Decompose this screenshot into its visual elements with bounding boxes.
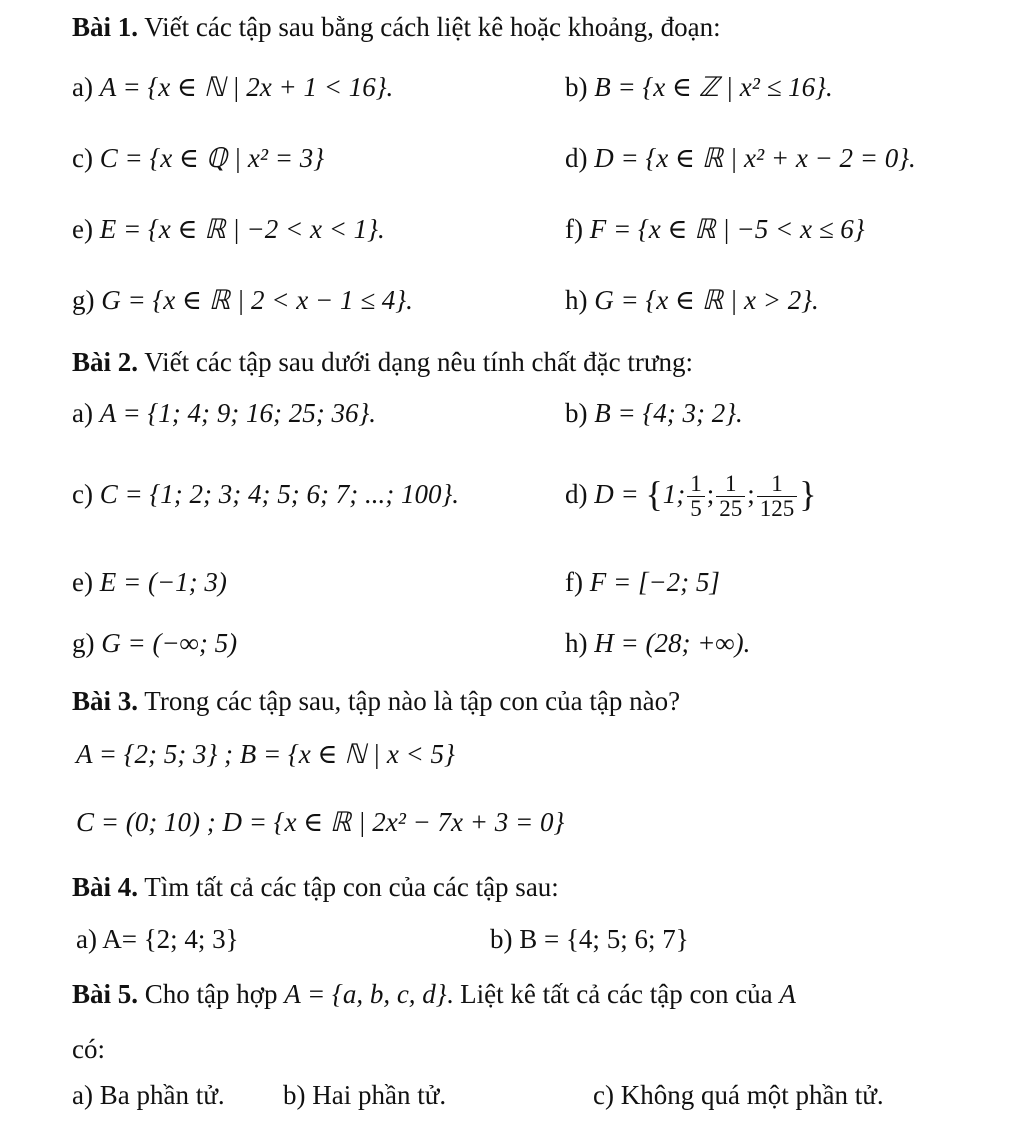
bai2-prompt: Viết các tập sau dưới dạng nêu tính chất đặc trưng: <box>144 347 694 377</box>
continuation-text: có: <box>72 1034 105 1064</box>
bai2-title <box>72 345 693 379</box>
bai3-heading: Bài 3. <box>72 686 139 716</box>
fraction <box>757 472 798 521</box>
bai1-heading: Bài 1. <box>72 12 139 42</box>
item-label: g) <box>72 285 95 315</box>
bai1-item-f <box>565 212 865 246</box>
bai2-item-h <box>565 626 750 660</box>
item-label: h) <box>565 285 588 315</box>
bai4-title <box>72 870 559 904</box>
denominator: 5 <box>690 496 702 522</box>
bai1-item-a <box>72 70 393 104</box>
math-expression: A = {x ∈ ℕ | 2x + 1 < 16}. <box>99 72 394 102</box>
math-expression: H = (28; +∞). <box>594 628 751 658</box>
bai1-item-e <box>72 212 385 246</box>
bai1-prompt: Viết các tập sau bằng cách liệt kê hoặc khoảng, đoạn: <box>144 12 721 42</box>
bai5-var: A <box>779 979 796 1009</box>
numerator: 1 <box>716 472 745 497</box>
bai1-title <box>72 10 721 44</box>
bai5-title <box>72 977 796 1011</box>
bai2-item-e <box>72 565 227 599</box>
math-expression: G = (−∞; 5) <box>101 628 238 658</box>
math-expression: E = (−1; 3) <box>99 567 227 597</box>
bai2-item-c <box>72 477 459 511</box>
item-label: b) <box>565 398 588 428</box>
math-expression: G = {x ∈ ℝ | x > 2}. <box>594 285 819 315</box>
close-brace: } <box>799 474 817 514</box>
option-text: a) Ba phần tử. <box>72 1080 225 1110</box>
bai1-item-b <box>565 70 833 104</box>
bai3-line-1 <box>76 737 455 771</box>
bai2-item-g <box>72 626 237 660</box>
bai5-set: A = {a, b, c, d} <box>284 979 447 1009</box>
item-label: h) <box>565 628 588 658</box>
bai4-item-b <box>490 922 689 956</box>
item-label: b) <box>565 72 588 102</box>
denominator: 25 <box>719 496 743 522</box>
bai5-cont <box>72 1032 105 1066</box>
math-expression: A = {1; 4; 9; 16; 25; 36}. <box>99 398 377 428</box>
item-label: f) <box>565 214 583 244</box>
bai5-prompt-post: . Liệt kê tất cả các tập con của <box>446 979 773 1009</box>
item-label: g) <box>72 628 95 658</box>
math-expression: b) B = {4; 5; 6; 7} <box>490 924 689 954</box>
item-label: c) <box>72 479 93 509</box>
fraction <box>687 472 705 521</box>
bai1-item-h <box>565 283 819 317</box>
numerator: 1 <box>757 472 798 497</box>
math-expression: C = {x ∈ ℚ | x² = 3} <box>99 143 325 173</box>
item-label: a) <box>72 72 93 102</box>
math-expression: G = {x ∈ ℝ | 2 < x − 1 ≤ 4}. <box>101 285 413 315</box>
math-expression: a) A= {2; 4; 3} <box>76 924 239 954</box>
math-expression: C = {1; 2; 3; 4; 5; 6; 7; ...; 100}. <box>99 479 459 509</box>
bai3-prompt: Trong các tập sau, tập nào là tập con của tập nào? <box>144 686 681 716</box>
math-expression: F = {x ∈ ℝ | −5 < x ≤ 6} <box>589 214 865 244</box>
set-element: 1; <box>662 479 686 509</box>
bai2-item-a <box>72 396 376 430</box>
option-text: b) Hai phần tử. <box>283 1080 447 1110</box>
math-expression: E = {x ∈ ℝ | −2 < x < 1}. <box>99 214 385 244</box>
math-expression: C = (0; 10) ; D = {x ∈ ℝ | 2x² − 7x + 3 = 0} <box>76 807 565 837</box>
bai2-item-f <box>565 565 720 599</box>
bai2-item-b <box>565 396 743 430</box>
item-label: d) <box>565 479 588 509</box>
item-label: f) <box>565 567 583 597</box>
item-label: e) <box>72 214 93 244</box>
bai3-title <box>72 684 680 718</box>
math-lhs: D = <box>594 479 639 509</box>
open-brace: { <box>645 474 663 514</box>
bai3-line-2 <box>76 805 564 839</box>
bai4-prompt: Tìm tất cả các tập con của các tập sau: <box>144 872 559 902</box>
math-expression: F = [−2; 5] <box>589 567 720 597</box>
bai5-heading: Bài 5. <box>72 979 139 1009</box>
bai1-item-g <box>72 283 413 317</box>
bai5-option-a <box>72 1078 225 1112</box>
math-expression: A = {2; 5; 3} ; B = {x ∈ ℕ | x < 5} <box>76 739 455 769</box>
math-expression: B = {4; 3; 2}. <box>594 398 743 428</box>
numerator: 1 <box>687 472 705 497</box>
bai2-item-d <box>565 464 817 524</box>
bai4-item-a <box>76 922 239 956</box>
item-label: c) <box>72 143 93 173</box>
separator: ; <box>747 479 755 509</box>
item-label: e) <box>72 567 93 597</box>
item-label: d) <box>565 143 588 173</box>
item-label: a) <box>72 398 93 428</box>
bai5-option-b <box>283 1078 446 1112</box>
math-expression: B = {x ∈ ℤ | x² ≤ 16}. <box>594 72 833 102</box>
math-expression: D = {x ∈ ℝ | x² + x − 2 = 0}. <box>594 143 916 173</box>
bai4-heading: Bài 4. <box>72 872 139 902</box>
bai1-item-d <box>565 141 916 175</box>
separator: ; <box>706 479 715 509</box>
bai5-option-c <box>593 1078 884 1112</box>
bai1-item-c <box>72 141 324 175</box>
fraction <box>716 472 745 521</box>
option-text: c) Không quá một phần tử. <box>593 1080 884 1110</box>
bai2-heading: Bài 2. <box>72 347 139 377</box>
bai5-prompt-pre: Cho tập hợp <box>144 979 278 1009</box>
denominator: 125 <box>759 496 795 522</box>
